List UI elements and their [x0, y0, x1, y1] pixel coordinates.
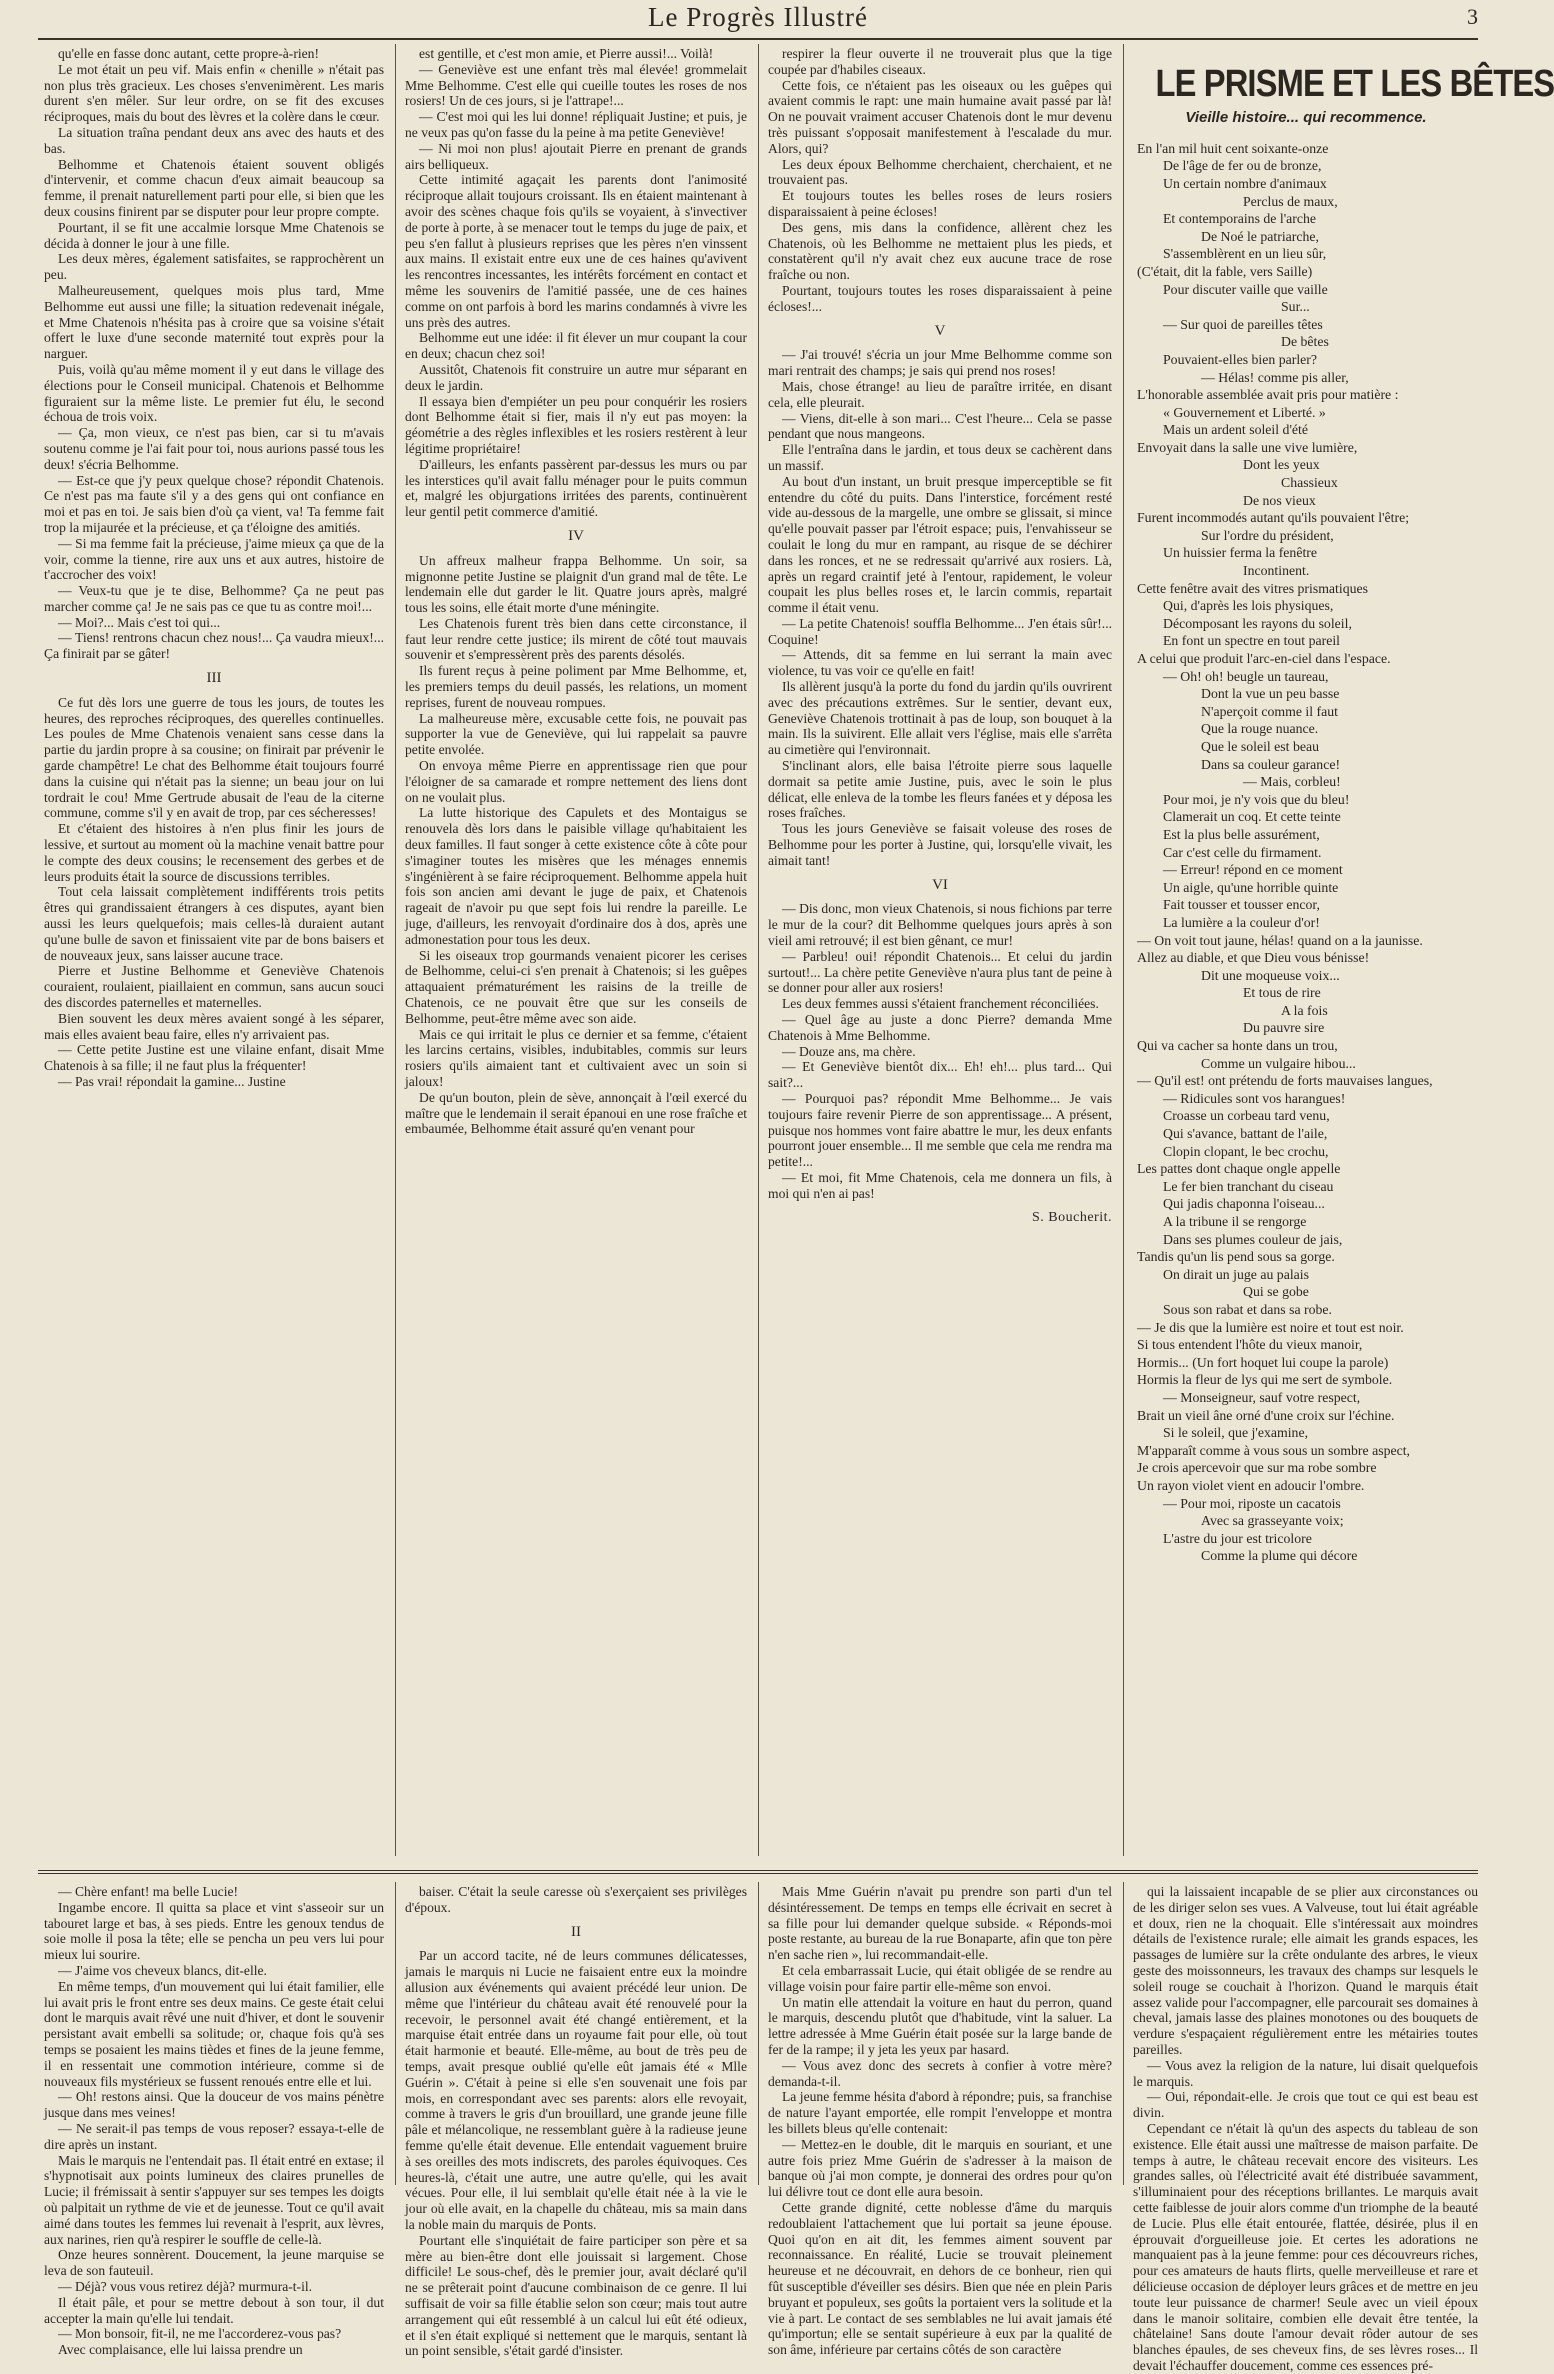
- article-paragraphs: [44, 1884, 384, 2358]
- paragraph: En même temps, d'un mouvement qui lui était familier, elle lui avait pris le front entre ses deux mains. Ce geste était celui dont le marquis avait rêvé une nuit d'hiver, et dont le souvenir persistant avait embelli sa solitude; or, chaque fois qu'à ses temps se posaient les mains tièdes et fines de la jeune femme, il en ressentait une commotion intérieure, comme si de nouveaux fils mystérieux se fussent renoués entre elle et lui.: [44, 1978, 384, 2089]
- article-paragraphs: [405, 1884, 747, 1916]
- poem-line: — Hélas! comme pis aller,: [1201, 369, 1349, 385]
- paragraph: Et cela embarrassait Lucie, qui était obligée de se rendre au village voisin pour faire partir elle-même son envoi.: [768, 1962, 1112, 1994]
- paragraph: La lutte historique des Capulets et des Montaigus se renouvela dès lors dans le paisible village qu'habitaient les deux familles. Il faut songer à cette existence côte à côte pour s'imaginer toutes les misères que les ménages ennemis s'ingénièrent à se faire réciproquement. Belhomme appela huit fois son ancien ami devant le juge de paix, et Chatenois rageait de n'avoir pu que sept fois lui rendre la pareille. Le juge, d'ailleurs, les renvoyait d'ordinaire dos à dos, après une admonestation pour tous les deux.: [405, 805, 747, 947]
- paragraph: Le mot était un peu vif. Mais enfin « chenille » n'était pas non plus très gracieux. Les choses s'envenimèrent. Les maris durent s'en mêler. Sur leur ordre, on se fit des excuses réciproques, mais du bout des lèvres et la colère dans le cœur.: [44, 61, 384, 125]
- upper-column-1: [44, 46, 384, 1856]
- poem-line: Pouvaient-elles bien parler?: [1163, 351, 1318, 367]
- poem-line: L'honorable assemblée avait pris pour matière :: [1137, 387, 1399, 403]
- poem-line: Si le soleil, que j'examine,: [1163, 1425, 1309, 1441]
- poem-line: Tandis qu'un lis pend sous sa gorge.: [1137, 1249, 1335, 1265]
- paragraph: Tout cela laissait complètement indifférents trois petits êtres qui grandissaient étrangers à ces disputes, ayant bien aussi les leurs quelquefois; mais celles-là duraient autant qu'une bulle de savon et finissaient vite par de bons baisers et de nouveaux jeux, sans laisser aucune trace.: [44, 884, 384, 963]
- poem-line: Sur l'ordre du président,: [1201, 527, 1334, 543]
- poem-line: A la fois: [1281, 1002, 1328, 1018]
- poem-line: — On voit tout jaune, hélas! quand on a la jaunisse.: [1137, 932, 1423, 948]
- article-paragraphs: [44, 46, 384, 662]
- poem-line: De nos vieux: [1243, 492, 1316, 508]
- poem-line: Dont les yeux: [1243, 457, 1320, 473]
- section-heading: V: [934, 322, 946, 339]
- paragraph: Bien souvent les deux mères avaient songé à les séparer, mais elles avaient beau faire, elles n'y arrivaient pas.: [44, 1010, 384, 1042]
- paragraph: Ils allèrent jusqu'à la porte du fond du jardin qu'ils ouvrirent avec des précautions extrêmes. Sur le sentier, devant eux, Geneviève Chatenois trottinait à pas de loup, son bouquet à la main. Ils la suivirent. Elle allait vers l'église, mais elle s'arrêta au cimetière qui l'environnait.: [768, 679, 1112, 758]
- column-rule: [395, 1882, 396, 2185]
- lower-column-2: [405, 1884, 747, 2359]
- paragraph: Les Chatenois furent très bien dans cette circonstance, il faut leur rendre cette justice; ils mirent de côté tout mauvais souvenir et s'empressèrent près des parents désolés.: [405, 615, 747, 663]
- poem-line: Est la plus belle assurément,: [1163, 826, 1320, 842]
- poem-line: De l'âge de fer ou de bronze,: [1163, 158, 1322, 174]
- article-paragraphs: [768, 901, 1112, 1201]
- paragraph: Il essaya bien d'empiéter un peu pour conquérir les rosiers dont Belhomme était si fier, mais il n'y eut pas moyen: la géométrie a des règles inflexibles et les rosiers restèrent à leur légitime propriétaire!: [405, 393, 747, 456]
- paragraph: La malheureuse mère, excusable cette fois, ne pouvait pas supporter la vue de Geneviève, qui lui rappelait sa pauvre petite envolée.: [405, 710, 747, 758]
- paragraph: Pourtant, il se fit une accalmie lorsque Mme Chatenois se décida à donner le jour à une fille.: [44, 219, 384, 251]
- poem-line: En font un spectre en tout pareil: [1163, 633, 1341, 649]
- article-paragraphs: [405, 46, 747, 520]
- paragraph: Des gens, mis dans la confidence, allèrent chez les Chatenois, où les Belhomme ne mettaient plus les pieds, et constatèrent qu'il n'y avait chez eux aucune trace de rose fraîche ou non.: [768, 219, 1112, 283]
- poem-line: N'aperçoit comme il faut: [1201, 703, 1338, 719]
- paragraph: est gentille, et c'est mon amie, et Pierre aussi!... Voilà!: [419, 46, 714, 61]
- paragraph: On envoya même Pierre en apprentissage rien que pour l'éloigner de sa camarade et rompre nettement des liens dont on ne voulait plus.: [405, 758, 747, 805]
- paragraph: Aussitôt, Chatenois fit construire un autre mur séparant en deux le jardin.: [405, 361, 747, 393]
- poem-line: Le fer bien tranchant du ciseau: [1163, 1178, 1334, 1194]
- poem-column: [1131, 62, 1554, 1856]
- poem-line: Je crois apercevoir que sur ma robe sombre: [1137, 1460, 1377, 1476]
- poem-line: Les pattes dont chaque ongle appelle: [1137, 1161, 1341, 1177]
- paragraph: Elle l'entraîna dans le jardin, et tous deux se cachèrent dans un massif.: [768, 442, 1112, 473]
- paragraph: Mais ce qui irritait le plus ce dernier et sa femme, c'étaient les larcins certains, visibles, indubitables, commis sur leurs rosiers qu'ils aimaient tant et cultivaient avec un soin si jaloux!: [405, 1026, 747, 1089]
- section-heading: IV: [568, 527, 584, 544]
- poem-line: Clopin clopant, le bec crochu,: [1163, 1143, 1329, 1159]
- band-separator: [38, 1870, 1478, 1874]
- paragraph: Si les oiseaux trop gourmands venaient picorer les cerises de Belhomme, celui-ci s'en prenait à Chatenois; si les guêpes attaquaient prématurément les raisins de la treille de Chatenois, ce ne pouvait être que sur les conseils de Belhomme, peut-être même avec son aide.: [405, 947, 747, 1026]
- column-rule: [758, 1882, 759, 2185]
- paragraph: Cette intimité agaçait les parents dont l'animosité réciproque allait toujours croissant. Ils en étaient maintenant à avoir des scènes chaque fois qu'ils se voyaient, à s'invectiver de porte à porte, à se menacer tout le temps du juge de paix, et peu s'en fallut à plusieurs reprises que les pères n'en vinssent aux mains. Il existait entre eux une de ces haines qu'avivent les rencontres incessantes, les intérêts forcément en contact et même les souvenirs de l'amitié passée, une de ces haines comme on ont parfois à bord les marins condamnés à vivre les uns près des autres.: [405, 172, 747, 330]
- poem-line: Qui jadis chaponna l'oiseau...: [1163, 1196, 1325, 1212]
- poem-line: Sous son rabat et dans sa robe.: [1163, 1301, 1332, 1317]
- paragraph: Et toujours toutes les belles roses de leurs rosiers disparaissaient à peine écloses!: [768, 188, 1112, 219]
- paragraph: — C'est moi qui les lui donne! répliquait Justine; et puis, je ne veux pas qu'on fasse du la peine à ma petite Geneviève!: [405, 109, 747, 140]
- paragraph: — Mon bonsoir, fit-il, ne me l'accorderez-vous pas?: [58, 2326, 342, 2342]
- lower-column-4: [1133, 1884, 1479, 2373]
- poem-line: Furent incommodés autant qu'ils pouvaient l'être;: [1137, 510, 1410, 526]
- paragraph: Cependant ce n'était là qu'un des aspects du tableau de son existence. Elle était aussi une maîtresse de maison parfaite. De temps à autre, le château recevait encore des visiteurs. Les grandes salles, où l'électricité avait été distribuée savamment, s'illuminaient pour des réceptions brillantes. Le marquis avait cette faiblesse de jouir alors comme d'un triomphe de la beauté de Lucie. Plus elle était entourée, flattée, désirée, plus il en éprouvait d'orgueilleuse joie. Et certes les adorations ne manquaient pas à la jeune femme: pour ces découvreurs riches, pour ces amateurs de hauts flirts, quelle merveilleuse et rare et délicieuse occasion de déployer leurs grâces et de mettre en jeu toute leur puissance de charmer! Seule avec un vieil époux dans le manoir solitaire, combien elle devait être tentée, la châtelaine! Sans doute l'amour devait rôder autour de ses blanches épaules, de ses cheveux fins, de ses lèvres roses... Il devait l'échauffer doucement, comme ces essences pré-: [1133, 2120, 1478, 2373]
- poem-line: Chassieux: [1281, 475, 1338, 491]
- poem-line: Envoyait dans la salle une vive lumière,: [1137, 439, 1358, 455]
- paragraph: — Veux-tu que je te dise, Belhomme? Ça ne peut pas marcher comme ça! Je ne sais pas ce que tu as contre moi!...: [44, 583, 384, 614]
- paragraph: Un affreux malheur frappa Belhomme. Un soir, sa mignonne petite Justine se plaignit d'un grand mal de tête. Le lendemain elle dut garder le lit. Quatre jours après, malgré tous les soins, elle était morte d'une méningite.: [405, 552, 747, 616]
- poem-line: — Qu'il est! ont prétendu de forts mauvaises langues,: [1137, 1073, 1433, 1089]
- poem-line: Clamerait un coq. Et cette teinte: [1163, 809, 1341, 825]
- paragraph: — Geneviève est une enfant très mal élevée! grommelait Mme Belhomme. C'est elle qui cueille toutes les roses de nos rosiers! Un de ces jours, si je l'attrape!...: [405, 61, 747, 109]
- poem-line: Croasse un corbeau tard venu,: [1163, 1108, 1330, 1124]
- poem-line: — Mais, corbleu!: [1243, 774, 1341, 790]
- paragraph: — Si ma femme fait la précieuse, j'aime mieux ça que de la voir, comme la tienne, rire aux uns et aux autres, histoire de t'accrocher des voix!: [44, 535, 384, 583]
- poem-line: Qui s'avance, battant de l'aile,: [1163, 1126, 1328, 1142]
- poem-line: Du pauvre sire: [1243, 1020, 1325, 1036]
- poem-line: — Ridicules sont vos harangues!: [1163, 1090, 1346, 1106]
- poem-line: De bêtes: [1281, 334, 1329, 350]
- paragraph: Onze heures sonnèrent. Doucement, la jeune marquise se leva de son fauteuil.: [44, 2247, 384, 2279]
- paragraph: Puis, voilà qu'au même moment il y eut dans le village des élections pour le Conseil municipal. Chatenois et Belhomme figuraient sur la même liste. Le premier fut élu, le second échoua de trois voix.: [44, 361, 384, 425]
- poem-line: Fait tousser et tousser encor,: [1163, 897, 1320, 913]
- poem-line: — Sur quoi de pareilles têtes: [1163, 316, 1323, 332]
- paragraph: — Tiens! rentrons chacun chez nous!... Ça vaudra mieux!... Ça finirait par se gâter!: [44, 630, 384, 662]
- paragraph: — J'ai trouvé! s'écria un jour Mme Belhomme comme son mari rentrait des champs; je sais qui prend nos roses!: [768, 347, 1112, 379]
- paragraph: — Déjà? vous vous retirez déjà? murmura-t-il.: [58, 2278, 313, 2294]
- section-heading: II: [571, 1923, 581, 1940]
- paragraph: respirer la fleur ouverte il ne trouverait plus que la tige coupée par d'habiles ciseaux.: [768, 46, 1112, 77]
- poem-line: Dont la vue un peu basse: [1201, 686, 1340, 702]
- article-paragraphs: [405, 1948, 747, 2359]
- poem-line: Un aigle, qu'une horrible quinte: [1163, 879, 1339, 895]
- poem-line: L'astre du jour est tricolore: [1163, 1530, 1312, 1546]
- poem-line: Que la rouge nuance.: [1201, 721, 1319, 737]
- poem-line: Mais un ardent soleil d'été: [1163, 422, 1309, 438]
- poem-line: Comme un vulgaire hibou...: [1201, 1055, 1356, 1071]
- paragraph: La jeune femme hésita d'abord à répondre; puis, sa franchise de nature l'ayant emportée, elle rompit l'enveloppe et montra les billets bleus qu'elle contenait:: [768, 2089, 1112, 2136]
- paragraph: Pourtant, toujours toutes les roses disparaissaient à peine écloses!...: [768, 282, 1112, 314]
- paragraph: Mais le marquis ne l'entendait pas. Il était entré en extase; il s'hypnotisait aux points lumineux des claires prunelles de Lucie; il frémissait à sentir s'appuyer sur ses tempes les doigts où palpitait un rythme de vie et de jeunesse. Tout ce qu'il avait aimé dans toutes les femmes lui revenait à l'esprit, aux lèvres, aux narines, rien qu'à respirer le souffle de celle-là.: [44, 2152, 384, 2247]
- paragraph: Et c'étaient des histoires à n'en plus finir les jours de lessive, et surtout au moment où la machine venait battre pour le compte des deux cousins; le recensement des gerbes et de leurs produits était la source de discussions terribles.: [44, 821, 384, 884]
- poem-line: Dans sa couleur garance!: [1201, 756, 1341, 772]
- paragraph: Ils furent reçus à peine poliment par Mme Belhomme, et, les premiers temps du deuil passés, les relations, un moment reprises, furent de nouveau rompues.: [405, 663, 747, 710]
- paragraph: Cette grande dignité, cette noblesse d'âme du marquis redoublaient l'attachement que lui portait sa jeune épouse. Quoi qu'on en ait dit, les femmes aiment souvent par reconnaissance. En réalité, Lucie se trouvait pleinement heureuse et ne découvrait, en dehors de ce bonheur, rien qui fût susceptible d'éveiller ses désirs. Bien que née en plein Paris bruyant et populeux, ses goûts la portaient vers la solitude et la vie à part. Le contact de ses semblables ne lui avait jamais été qu'importun; elle se sentait supérieure à eux par la qualité de son âme, inférieure par certains côtés de son caractère: [768, 2199, 1112, 2358]
- paragraph: Un matin elle attendait la voiture en haut du perron, quand le marquis, descendu plutôt que d'habitude, vint la saluer. La lettre adressée à Mme Guérin était posée sur la large bande de fer de la rampe; il y jeta les yeux par hasard.: [768, 1994, 1112, 2057]
- poem-line: La lumière a la couleur d'or!: [1163, 914, 1320, 930]
- paragraph: Il était pâle, et pour se mettre debout à son tour, il dut accepter la main qu'elle lui tendait.: [44, 2294, 384, 2326]
- paragraph: Mais Mme Guérin n'avait pu prendre son parti d'un tel désintéressement. De temps en temps elle écrivait en secret à sa fille pour lui demander quelque subside. « Réponds-moi poste restante, au bureau de la rue Bonaparte, afin que ton père n'en sache rien », lui recommandait-elle.: [768, 1884, 1112, 1963]
- poem-line: — Je dis que la lumière est noire et tout est noir.: [1137, 1319, 1404, 1335]
- paragraph: Malheureusement, quelques mois plus tard, Mme Belhomme eut aussi une fille; la situation redevenait inégale, et Mme Chatenois n'hésita pas à croire que sa voisine s'était offert le luxe d'une seconde maternité tout exprès pour la narguer.: [44, 282, 384, 362]
- paragraph: — J'aime vos cheveux blancs, dit-elle.: [58, 1962, 267, 1978]
- paragraph: Pourtant elle s'inquiétait de faire participer son père et sa mère au bien-être dont elle jouissait si largement. Chose difficile! Le sous-chef, dès le premier jour, avait déclaré qu'il ne se prêterait point d'aucune combinaison de ce genre. Il lui suffisait de voir sa fille établie selon son cœur; mais tout autre arrangement qui eût ressemblé à un calcul lui eût été odieux, et il s'en était expliqué si nettement que le marquis, sentant là un point sensible, s'était gardé d'insister.: [405, 2232, 747, 2359]
- paragraph: Les deux époux Belhomme cherchaient, cherchaient, et ne trouvaient pas.: [768, 156, 1112, 188]
- poem-subtitle: Vieille histoire... qui recommence.: [1185, 109, 1427, 126]
- poem-line: Comme la plume qui décore: [1201, 1548, 1358, 1564]
- paragraph: D'ailleurs, les enfants passèrent par-dessus les murs ou par les interstices qu'il avait fallu ménager pour le puits commun et, malgré les objurgations irritées des parents, continuèrent leur gentil petit commerce d'amitié.: [405, 456, 747, 520]
- poem-line: Car c'est celle du firmament.: [1163, 844, 1322, 860]
- page-header: [38, 0, 1478, 40]
- lower-column-3: [768, 1884, 1112, 2358]
- poem-line: Qui se gobe: [1243, 1284, 1309, 1300]
- paragraph: — Pas vrai! répondait la gamine... Justine: [58, 1074, 286, 1089]
- poem-line: On dirait un juge au palais: [1163, 1266, 1309, 1282]
- poem-line: A la tribune il se rengorge: [1163, 1214, 1307, 1230]
- upper-column-2: [405, 46, 747, 1856]
- paragraph: Par un accord tacite, né de leurs communes délicatesses, jamais le marquis ni Lucie ne faisaient entre eux la moindre allusion aux événements qui avaient précédé leur union. De même que l'intérieur du château avait été renouvelé pour la recevoir, le personnel avait été changé entièrement, et la marquise était entrée dans un royaume fait pour elle, où tout était harmonie et beauté. Elle-même, au bout de très peu de temps, avait presque oublié qu'elle eût jamais été « Mlle Guérin ». C'était à peine si elle s'en souvenait une fois par mois, en correspondant avec ses parents: alors elle revoyait, comme à travers le gris d'un brouillard, une grande jeune fille pâle et mélancolique, ne ressemblant guère à la radieuse jeune femme qu'elle était devenue. Elle entendait vaguement bruire à ses oreilles des mots indiscrets, des paroles équivoques. Ces heures-là, c'était une autre, une autre qu'elle, qui les avait vécues. Pour elle, il lui semblait qu'elle était née à la vie le jour où elle avait, en la chapelle du château, mis sa main dans la noble main du marquis de Ponts.: [405, 1948, 747, 2232]
- poem-verses: [1131, 140, 1481, 1565]
- paragraph: — Viens, dit-elle à son mari... C'est l'heure... Cela se passe pendant que nous mangeons.: [768, 410, 1112, 442]
- poem-line: Dans ses plumes couleur de jais,: [1163, 1231, 1343, 1247]
- paragraph: De qu'un bouton, plein de sève, annonçait à l'œil exercé du maître que le lendemain il serait épanoui en une rose fraîche et embaumée, Belhomme était assuré qu'en venant pour: [405, 1089, 747, 1137]
- paragraph: — Vous avez la religion de la nature, lui disait quelquefois le marquis.: [1133, 2057, 1478, 2089]
- poem-line: Qui va cacher sa honte dans un trou,: [1137, 1038, 1338, 1054]
- poem-line: Pour moi, je n'y vois que du bleu!: [1163, 791, 1350, 807]
- poem-line: — Monseigneur, sauf votre respect,: [1163, 1389, 1361, 1405]
- paragraph: — Oui, répondait-elle. Je crois que tout ce qui est beau est divin.: [1133, 2089, 1478, 2121]
- paragraph: Au bout d'un instant, un bruit presque imperceptible se fit entendre du côté du puits. Dans l'interstice, forcément resté vide au-dessous de la margelle, une ombre se glissait, si mince qu'elle pouvait passer par l'étroit espace; puis, l'envahisseur se coulait le long du mur en rampant, au risque de se déchirer dans les ronces, et ne se redressait qu'arrivé aux rosiers. Là, après un regard craintif jeté à l'entour, rapidement, le voleur coupait les plus belles roses et, le larcin commis, repartait comme il était venu.: [768, 473, 1112, 616]
- section-heading: III: [206, 670, 222, 687]
- paragraph: Les deux mères, également satisfaites, se rapprochèrent un peu.: [44, 251, 384, 283]
- poem-line: Dit une moqueuse voix...: [1201, 967, 1340, 983]
- paragraph: — Et Geneviève bientôt dix... Eh! eh!... plus tard... Qui sait?...: [768, 1059, 1112, 1091]
- paragraph: — Parbleu! oui! répondit Chatenois... Et celui du jardin surtout!... La chère petite Geneviève n'aura plus tant de peine à se donner pour aller aux rosiers!: [768, 948, 1112, 996]
- poem-line: — Erreur! répond en ce moment: [1163, 862, 1343, 878]
- poem-line: Sur...: [1281, 299, 1310, 315]
- upper-column-3: [768, 46, 1112, 1856]
- paragraph: — Est-ce que j'y peux quelque chose? répondit Chatenois. Ce n'est pas ma faute s'il y a des gens qui ont confiance en moi et pas en toi. Je sais bien d'où ça vient, va! Ta femme fait trop la mijaurée et la précieuse, et ça t'éloigne des amitiés.: [44, 472, 384, 535]
- poem-line: A celui que produit l'arc-en-ciel dans l'espace.: [1137, 651, 1391, 667]
- column-rule: [395, 44, 396, 1856]
- paragraph: Ingambe encore. Il quitta sa place et vint s'asseoir sur un tabouret large et bas, à ses pieds. Entre les genoux tendus de soie molle il posa la tête; elle se pencha un peu vers lui pour mieux lui sourire.: [44, 1899, 384, 1963]
- paragraph: qu'elle en fasse donc autant, cette propre-à-rien!: [58, 46, 319, 61]
- paragraph: La situation traîna pendant deux ans avec des hauts et des bas.: [44, 124, 384, 156]
- poem-line: Hormis... (Un fort hoquet lui coupe la parole): [1137, 1354, 1389, 1370]
- article-paragraphs: [768, 347, 1112, 868]
- poem-line: Pour discuter vaille que vaille: [1163, 281, 1328, 297]
- paragraph: Pierre et Justine Belhomme et Geneviève Chatenois couraient, roulaient, piaillaient en commun, sans aucun souci des discordes paternelles et maternelles.: [44, 963, 384, 1011]
- author-signature: S. Boucherit.: [1032, 1209, 1112, 1225]
- paragraph: — Cette petite Justine est une vilaine enfant, disait Mme Chatenois à sa fille; il ne faut plus la fréquenter!: [44, 1042, 384, 1074]
- poem-line: — Pour moi, riposte un cacatois: [1163, 1495, 1341, 1511]
- poem-line: Hormis la fleur de lys qui me sert de symbole.: [1137, 1372, 1393, 1388]
- paragraph: — Ne serait-il pas temps de vous reposer? essaya-t-elle de dire après un instant.: [44, 2120, 384, 2152]
- article-paragraphs: [768, 1884, 1112, 2358]
- poem-line: Avec sa grasseyante voix;: [1201, 1513, 1344, 1529]
- paragraph: S'inclinant alors, elle baisa l'étroite pierre sous laquelle dormait sa petite amie Justine, puis, avec le soin le plus délicat, elle enleva de la tombe les fleurs fanées et y déposa les roses fraîches.: [768, 758, 1112, 821]
- paragraph: — Oh! restons ainsi. Que la douceur de vos mains pénètre jusque dans mes veines!: [44, 2089, 384, 2121]
- poem-line: M'apparaît comme à vous sous un sombre aspect,: [1137, 1442, 1410, 1458]
- column-rule: [1123, 1882, 1124, 2185]
- poem-line: Un certain nombre d'animaux: [1163, 175, 1327, 191]
- poem-line: Décomposant les rayons du soleil,: [1163, 615, 1352, 631]
- paragraph: — Vous avez donc des secrets à confier à votre mère? demanda-t-il.: [768, 2057, 1112, 2089]
- paragraph: — Dis donc, mon vieux Chatenois, si nous fichions par terre le mur de la cour? dit Belhomme quelques jours après à son vieil ami retrouvé; il est bien gênant, ce mur!: [768, 901, 1112, 949]
- poem-line: En l'an mil huit cent soixante-onze: [1137, 140, 1329, 156]
- poem-line: « Gouvernement et Liberté. »: [1163, 404, 1326, 420]
- paragraph: — Pourquoi pas? répondit Mme Belhomme... Je vais toujours faire revenir Pierre de son apprentissage... A présent, puisque nos hommes vont faire abattre le mur, les deux enfants pourront jouer ensemble... Il me semble que cela me rendra ma petite!...: [768, 1091, 1112, 1170]
- article-paragraphs: [44, 695, 384, 1090]
- paragraph: Avec complaisance, elle lui laissa prendre un: [58, 2342, 303, 2358]
- paragraph: Cette fois, ce n'étaient pas les oiseaux ou les guêpes qui avaient commis le rapt: une main humaine avait passé par là! On ne pouvait vraiment accuser Chatenois dont le mur devenu très puissant s'opposait manifestement à l'escalade du mur. Alors, qui?: [768, 77, 1112, 156]
- paragraph: Belhomme eut une idée: il fit élever un mur coupant la cour en deux; chacun chez soi!: [405, 330, 747, 362]
- paragraph: — Attends, dit sa femme en lui serrant la main avec violence, tu vas voir ce qu'elle en fait!: [768, 647, 1112, 679]
- paragraph: — Chère enfant! ma belle Lucie!: [58, 1884, 239, 1899]
- paragraph: Mais, chose étrange! au lieu de paraître irritée, en disant cela, elle pleurait.: [768, 378, 1112, 410]
- column-rule: [1123, 44, 1124, 1856]
- paragraph: Ce fut dès lors une guerre de tous les jours, de toutes les heures, des reproches réciproques, des querelles continuelles. Les poules de Mme Chatenois venaient sans cesse dans la partie du jardin propre à sa cousine; on finirait par prévenir le garde champêtre! Le chat des Belhomme était toujours fourré dans la cuisine qui n'était pas la sienne; un beau jour on lui tordrait le cou! Mme Gertrude abusait de l'eau de la citerne commune, comme s'il y en avait de trop, par ces sécheresses!: [44, 694, 384, 821]
- article-paragraphs: [768, 46, 1112, 315]
- poem-line: De Noé le patriarche,: [1201, 228, 1319, 244]
- poem-line: Si tous entendent l'hôte du vieux manoir,: [1137, 1337, 1363, 1353]
- paragraph: baiser. C'était la seule caresse où s'exerçaient ses privilèges d'époux.: [405, 1884, 747, 1915]
- poem-line: S'assemblèrent en un lieu sûr,: [1163, 246, 1327, 262]
- paragraph: — Douze ans, ma chère.: [782, 1043, 916, 1059]
- paragraph: — Ni moi non plus! ajoutait Pierre en prenant de grands airs belliqueux.: [405, 140, 747, 172]
- article-paragraphs: [1133, 1884, 1478, 2374]
- paragraph: — Moi?... Mais c'est toi qui...: [58, 614, 221, 630]
- paragraph: qui la laissaient incapable de se plier aux circonstances ou de les diriger selon ses vues. A Valveuse, tout lui était agréable et doux, rien ne la choquait. Elle s'intéressait aux moindres détails de l'existence rurale; elle aimait les grands espaces, les passages de lumière sur la crête ondulante des arbres, le vieux geste des moissonneurs, les travaux des champs sur lesquels le soleil rouge se couchait à l'horizon. Quand le marquis était assez valide pour l'accompagner, elle parcourait ses domaines à cheval, jamais lasse des plaines monotones ou des bouquets de verdure s'espaçaient régulièrement entre les métairies toutes pareilles.: [1133, 1884, 1479, 2057]
- poem-line: Perclus de maux,: [1243, 193, 1338, 209]
- paragraph: Les deux femmes aussi s'étaient franchement réconciliées.: [782, 996, 1099, 1012]
- poem-line: Cette fenêtre avait des vitres prismatiques: [1137, 580, 1369, 596]
- poem-line: Allez au diable, et que Dieu vous bénisse!: [1137, 950, 1370, 966]
- paragraph: — Mettez-en le double, dit le marquis en souriant, et une autre fois priez Mme Guérin de s'adresser à la maison de banque où j'ai mon compte, je donnerai des ordres pour qu'on lui délivre tout ce dont elle aura besoin.: [768, 2136, 1112, 2200]
- paragraph: — Et moi, fit Mme Chatenois, cela me donnera un fils, à moi qui n'en ai pas!: [768, 1169, 1112, 1201]
- poem-line: Et tous de rire: [1243, 985, 1321, 1001]
- poem-line: Incontinent.: [1243, 563, 1310, 579]
- paragraph: — La petite Chatenois! souffla Belhomme... J'en étais sûr!... Coquine!: [768, 615, 1112, 647]
- masthead-title: Le Progrès Illustré: [648, 2, 868, 32]
- paragraph: — Ça, mon vieux, ce n'est pas bien, car si tu m'avais soutenu comme je l'ai fait pour toi, nous aurions passé tous les deux! s'écria Belhomme.: [44, 425, 384, 472]
- poem-line: Un rayon violet vient en adoucir l'ombre.: [1137, 1477, 1365, 1493]
- poem-line: Brait un vieil âne orné d'une croix sur l'échine.: [1137, 1407, 1395, 1423]
- column-rule: [758, 44, 759, 1856]
- poem-line: Qui, d'après les lois physiques,: [1163, 598, 1334, 614]
- paragraph: — Quel âge au juste a donc Pierre? demanda Mme Chatenois à Mme Belhomme.: [768, 1012, 1112, 1043]
- page-number: 3: [1467, 4, 1478, 29]
- lower-column-1: [44, 1884, 384, 2358]
- paragraph: Tous les jours Geneviève se faisait voleuse des roses de Belhomme pour les porter à Justine, qui, lorsqu'elle vivait, les aimait tant!: [768, 821, 1112, 868]
- paragraph: Belhomme et Chatenois étaient souvent obligés d'intervenir, et comme chacun d'eux aimait beaucoup sa femme, il prenait naturellement parti pour elle, si bien que les deux cousins finirent par se disputer pour leur propre compte.: [44, 156, 384, 219]
- poem-line: — Oh! oh! beugle un taureau,: [1163, 668, 1329, 684]
- poem-line: Que le soleil est beau: [1201, 738, 1320, 754]
- poem-line: (C'était, dit la fable, vers Saille): [1137, 263, 1313, 279]
- poem-line: Et contemporains de l'arche: [1163, 211, 1317, 227]
- article-paragraphs: [405, 553, 747, 1137]
- poem-title: LE PRISME ET LES BÊTES: [1155, 63, 1554, 105]
- poem-line: Un huissier ferma la fenêtre: [1163, 545, 1317, 561]
- section-heading: VI: [932, 876, 948, 893]
